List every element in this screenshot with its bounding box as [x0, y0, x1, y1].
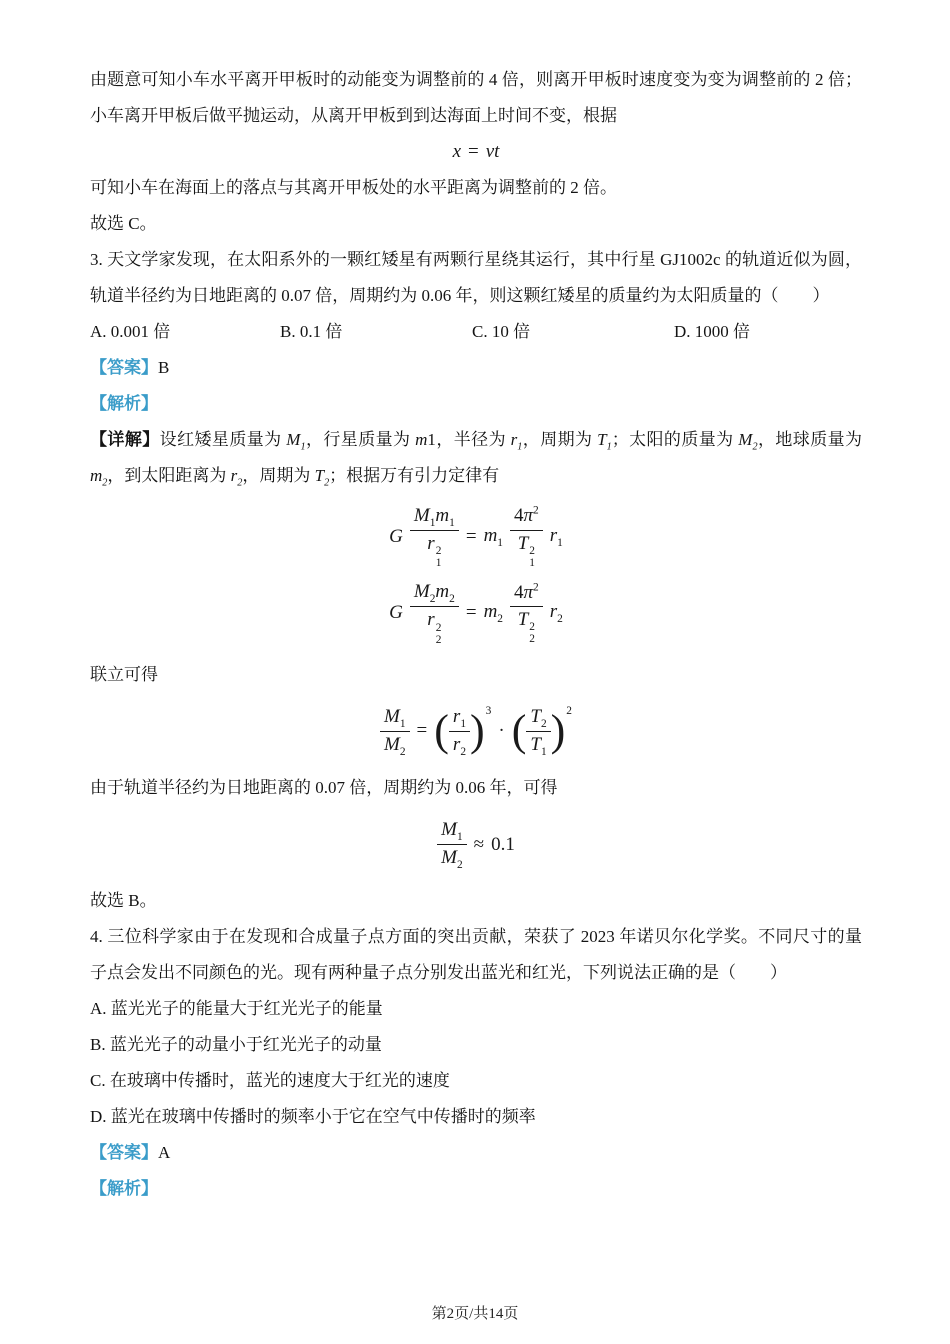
body-text: ，周期为 [522, 430, 598, 449]
question-4-option-d [90, 1099, 862, 1135]
page-footer: 第2页/共14页 [431, 1306, 519, 1322]
right-paren: ) [470, 706, 485, 756]
var: T [517, 609, 529, 631]
var: M [413, 581, 430, 603]
fraction [380, 705, 410, 758]
given-values-text [90, 770, 862, 806]
left-paren: ( [434, 706, 449, 756]
subscript: 1 [399, 717, 406, 730]
answer-value: B [158, 358, 170, 377]
var: m [435, 581, 450, 603]
choose-answer-b [90, 883, 862, 919]
formula-x-vt [90, 134, 862, 170]
var: T [314, 466, 325, 485]
subscript: 2 [529, 633, 535, 646]
subscript: 1 [517, 441, 523, 453]
var-pi: π [523, 505, 534, 527]
var-T1 [597, 430, 612, 453]
sub-sup-stack [529, 546, 535, 570]
var: m [415, 430, 428, 449]
dot-operator: · [498, 720, 505, 742]
fraction [410, 580, 459, 646]
digit: 4 [514, 581, 524, 603]
body-text: 故选 B。 [90, 891, 157, 911]
question-3-detail-paragraph [90, 422, 862, 494]
var: m [483, 525, 498, 547]
body-text: 4. 三位科学家由于在发现和合成量子点方面的突出贡献，荣获了 2023 年诺贝尔化学奖。不同尺寸的量子点会发出不同颜色的光。现有两种量子点分别发出蓝光和红光，下列说法正确的是（ ） [90, 927, 862, 983]
option-c: C. 在玻璃中传播时，蓝光的速度大于红光的速度 [90, 1071, 450, 1091]
digit: 4 [514, 505, 524, 527]
subscript: 2 [237, 477, 243, 489]
subscript: 2 [399, 745, 406, 758]
var: T [597, 430, 607, 449]
exponent: 2 [566, 704, 572, 717]
paren-group [512, 705, 572, 758]
math-group [389, 602, 403, 624]
var: r [510, 430, 518, 449]
var-m1 [415, 430, 436, 449]
subscript: 1 [497, 536, 503, 549]
denominator [423, 531, 445, 570]
fraction [510, 504, 543, 570]
subscript: 2 [435, 633, 442, 646]
question-4-stem [90, 919, 862, 991]
body-text: ，半径为 [435, 430, 511, 449]
joint-solve-text [90, 657, 862, 693]
var: M [286, 430, 301, 449]
body-text: 由题意可知小车水平离开甲板时的动能变为调整前的 4 倍，则离开甲板时速度变为变为调整前的 2 倍；小车离开甲板后做平抛运动，从离开甲板到到达海面上时间不变，根据 [90, 70, 862, 125]
question-4-option-b [90, 1027, 862, 1063]
digit: 1 [427, 430, 436, 449]
analysis-label: 【解析】 [90, 394, 158, 413]
numerator [526, 705, 550, 732]
paren-group [434, 705, 491, 758]
var: T [530, 705, 541, 727]
body-text: 故选 C。 [90, 214, 157, 233]
numerator [410, 504, 459, 531]
var: M [413, 505, 430, 526]
detail-label: 【详解】 [90, 430, 160, 449]
denominator [514, 531, 539, 570]
formula-mass-ratio [90, 705, 862, 758]
option-a: A. 0.001 倍 [90, 322, 171, 341]
body-text: ，到太阳距离为 [107, 466, 231, 485]
var-x: x [452, 141, 461, 162]
subscript: 2 [497, 613, 503, 626]
numerator [510, 581, 543, 608]
equals-sign: = [416, 720, 428, 742]
math-group [484, 525, 503, 549]
equals-sign: = [468, 141, 479, 162]
option-d: D. 1000 倍 [674, 322, 751, 341]
math-group [550, 601, 563, 625]
var: r [549, 601, 558, 623]
denominator [423, 607, 445, 646]
subscript: 2 [540, 717, 547, 730]
subscript: 1 [429, 516, 436, 529]
question-4-option-a [90, 991, 862, 1027]
var: m [90, 466, 103, 485]
solution-paragraph-kinetic [90, 62, 862, 134]
numerator [437, 818, 467, 845]
var-G: G [389, 526, 403, 548]
right-paren: ) [550, 706, 566, 756]
fraction [449, 705, 470, 758]
option-c: C. 10 倍 [472, 322, 531, 341]
var-M1 [286, 430, 306, 453]
var: T [530, 733, 541, 755]
var: m [435, 505, 450, 526]
subscript: 1 [449, 516, 455, 529]
subscript: 1 [456, 830, 463, 843]
subscript: 1 [435, 557, 442, 570]
denominator [449, 732, 470, 758]
math-group [550, 525, 563, 549]
superscript: 2 [533, 581, 539, 594]
var: r [452, 705, 461, 727]
numerator [510, 504, 543, 531]
subscript: 2 [102, 477, 108, 489]
subscript: 1 [606, 441, 612, 453]
body-text: 联立可得 [90, 664, 158, 684]
subscript: 1 [460, 717, 467, 730]
var-vt: vt [485, 141, 500, 162]
var: m [483, 601, 498, 623]
solution-paragraph-conclusion [90, 170, 862, 206]
denominator [526, 732, 550, 758]
subscript: 2 [460, 745, 467, 758]
var: r [427, 609, 435, 631]
approx-sign: ≈ [473, 833, 485, 855]
subscript: 2 [557, 613, 563, 626]
question-3-answer-line [90, 350, 862, 386]
subscript: 2 [449, 593, 455, 606]
body-text: 设红矮星质量为 [159, 430, 287, 449]
question-4-analysis-label-line [90, 1171, 862, 1207]
fraction [526, 705, 550, 758]
question-3-options [90, 314, 862, 350]
subscript: 1 [540, 745, 547, 758]
question-4-answer-line [90, 1135, 862, 1171]
body-text: ，行星质量为 [305, 430, 416, 449]
superscript: 2 [529, 621, 535, 634]
subscript: 1 [557, 536, 563, 549]
choose-answer-c [90, 206, 862, 242]
body-text: ；太阳的质量为 [611, 430, 739, 449]
math-group [389, 526, 403, 548]
var: T [517, 532, 529, 554]
var: r [452, 733, 461, 755]
value: 0.1 [491, 833, 515, 855]
fraction [410, 504, 459, 570]
body-text: ，地球质量为 [757, 430, 863, 449]
body-text: 由于轨道半径约为日地距离的 0.07 倍，周期约为 0.06 年，可得 [90, 777, 558, 797]
superscript: 2 [435, 545, 442, 558]
sub-sup-stack [436, 546, 442, 570]
subscript: 2 [324, 477, 330, 489]
numerator [449, 705, 470, 732]
var: r [427, 533, 435, 555]
numerator [380, 705, 410, 732]
fraction [510, 581, 543, 647]
var: M [441, 818, 457, 840]
sub-sup-stack [436, 623, 442, 647]
denominator [514, 607, 539, 646]
question-4-option-c [90, 1063, 862, 1099]
math-group [484, 601, 503, 625]
body-text: ，周期为 [242, 466, 315, 485]
option-b: B. 蓝光光子的动量小于红光光子的动量 [90, 1035, 382, 1055]
subscript: 2 [456, 858, 463, 871]
subscript: 2 [429, 593, 436, 606]
numerator [410, 580, 459, 607]
left-paren: ( [511, 706, 527, 756]
denominator [437, 845, 467, 871]
var: M [384, 705, 400, 727]
math-group [486, 134, 500, 170]
var-r2 [230, 466, 243, 489]
var: M [738, 430, 753, 449]
subscript: 1 [529, 557, 535, 570]
exponent: 3 [485, 704, 492, 717]
answer-label: 【答案】 [90, 1143, 158, 1163]
formula-gravity-sun [90, 580, 862, 646]
body-text: 可知小车在海面上的落点与其离开甲板处的水平距离为调整前的 2 倍。 [90, 178, 617, 197]
question-3-stem [90, 242, 862, 314]
var: M [441, 847, 457, 869]
option-d: D. 蓝光在玻璃中传播时的频率小于它在空气中传播时的频率 [90, 1107, 536, 1127]
subscript: 1 [300, 441, 306, 453]
sub-sup-stack [529, 622, 535, 646]
option-a: A. 蓝光光子的能量大于红光光子的能量 [90, 999, 383, 1019]
body-text: ；根据万有引力定律有 [329, 466, 500, 485]
math-group [453, 134, 461, 170]
formula-gravity-star [90, 504, 862, 570]
var: r [230, 466, 238, 485]
equals-sign: = [465, 526, 477, 548]
var-M2 [738, 430, 758, 453]
superscript: 2 [529, 545, 535, 558]
subscript: 2 [752, 441, 758, 453]
answer-label: 【答案】 [90, 358, 158, 377]
analysis-label: 【解析】 [90, 1179, 158, 1199]
var: r [549, 525, 558, 547]
superscript: 2 [435, 621, 442, 634]
question-3-analysis-label-line [90, 386, 862, 422]
body-text: 3. 天文学家发现，在太阳系外的一颗红矮星有两颗行星绕其运行，其中行星 GJ1002c 的轨道近似为圆，轨道半径约为日地距离的 0.07 倍，周期约为 0.06 年，则这颗红矮星的质量约为太阳质量的（ ） [90, 250, 862, 305]
superscript: 2 [533, 504, 539, 517]
var: M [384, 733, 400, 755]
option-b: B. 0.1 倍 [280, 322, 343, 341]
var-m2 [90, 466, 108, 489]
formula-ratio-value [90, 818, 862, 871]
fraction [437, 818, 467, 871]
answer-value: A [158, 1143, 171, 1163]
var-r1 [510, 430, 523, 453]
denominator [380, 732, 410, 758]
var-pi: π [523, 581, 534, 603]
equals-sign: = [465, 602, 477, 624]
var-T2 [314, 466, 330, 489]
var-G: G [389, 602, 403, 624]
